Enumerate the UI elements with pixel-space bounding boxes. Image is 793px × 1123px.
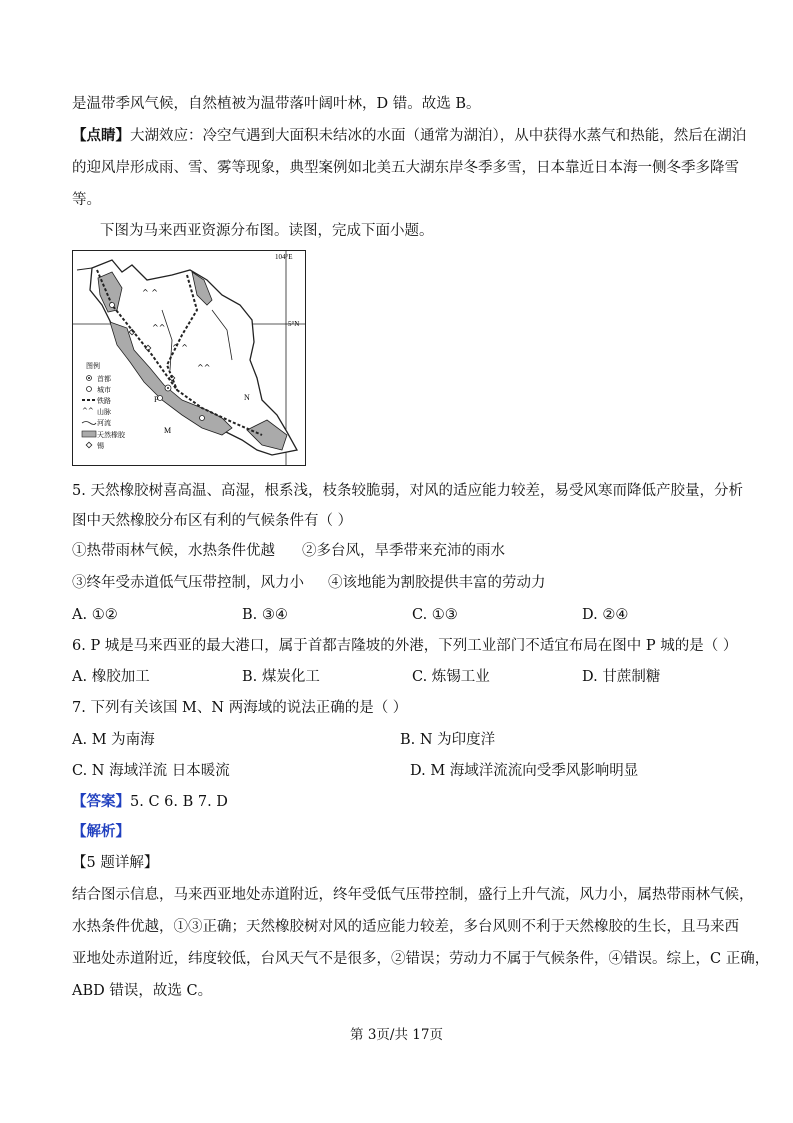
answer-text: 5. C 6. B 7. D xyxy=(130,794,228,810)
q5-statement-1: ①热带雨林气候，水热条件优越 xyxy=(72,543,275,559)
question-intro: 下图为马来西亚资源分布图。读图，完成下面小题。 xyxy=(100,223,434,239)
tip-line-2: 的迎风岸形成雨、雪、雾等现象，典型案例如北美五大湖东岸冬季多雪，日本靠近日本海一侧冬季多降雪 xyxy=(72,160,739,176)
q5-option-c: C. ①③ xyxy=(412,607,458,623)
detail-line-4: ABD 错误，故选 C。 xyxy=(72,983,213,999)
q7-option-a: A. M 为南海 xyxy=(72,732,155,748)
q6-option-d: D. 甘蔗制糖 xyxy=(582,669,661,685)
svg-text:首都: 首都 xyxy=(97,375,111,383)
q7-option-d: D. M 海域洋流流向受季风影响明显 xyxy=(410,763,639,779)
malaysia-resource-map xyxy=(72,250,306,466)
detail-line-1: 结合图示信息，马来西亚地处赤道附近，终年受低气压带控制，盛行上升气流，风力小，属热带雨林气候， xyxy=(72,887,754,903)
svg-text:锡: 锡 xyxy=(97,442,104,450)
svg-text:^^: ^^ xyxy=(197,363,211,372)
label-p: P xyxy=(154,395,159,404)
tip-label: 【点睛】 xyxy=(72,127,130,144)
q5-stem-1: 5. 天然橡胶树喜高温、高湿，根系浅，枝条较脆弱，对风的适应能力较差，易受风寒而降低产胶量，分析 xyxy=(72,483,743,499)
label-m: M xyxy=(164,426,172,435)
q5-option-b: B. ③④ xyxy=(242,607,288,623)
tip-text-1: 大湖效应：冷空气遇到大面积未结冰的水面（通常为湖泊），从中获得水蒸气和热能，然后在湖泊 xyxy=(130,128,747,144)
q5-option-d: D. ②④ xyxy=(582,607,629,623)
answer-line xyxy=(72,792,228,812)
analysis-label: 【解析】 xyxy=(72,823,130,840)
q7-option-b: B. N 为印度洋 xyxy=(400,732,496,748)
page-footer: 第 3页/共 17页 xyxy=(350,1027,443,1043)
q7-option-c: C. N 海域洋流 日本暖流 xyxy=(72,763,230,779)
q5-statement-2: ②多台风，旱季带来充沛的雨水 xyxy=(302,543,505,559)
label-n: N xyxy=(244,393,250,402)
svg-text:^^: ^^ xyxy=(152,323,166,332)
svg-text:^ ^: ^ ^ xyxy=(172,343,188,352)
tip-line-1 xyxy=(72,126,746,146)
detail-title: 【5 题详解】 xyxy=(72,855,159,871)
tip-line-3: 等。 xyxy=(72,192,101,208)
q6-stem: 6. P 城是马来西亚的最大港口，属于首都吉隆坡的外港，下列工业部门不适宜布局在图中 P 城的是（ ） xyxy=(72,638,738,654)
svg-text:河流: 河流 xyxy=(97,419,111,427)
q6-option-c: C. 炼锡工业 xyxy=(412,669,490,685)
q6-option-b: B. 煤炭化工 xyxy=(242,669,320,685)
q5-option-a: A. ①② xyxy=(72,607,118,623)
svg-text:^^: ^^ xyxy=(82,407,94,415)
q5-stem-2: 图中天然橡胶分布区有利的气候条件有（ ） xyxy=(72,513,353,529)
latitude-label: 5°N xyxy=(288,320,300,328)
q5-statement-4: ④该地能为割胶提供丰富的劳动力 xyxy=(328,575,546,591)
legend-title: 图例 xyxy=(86,362,100,370)
q5-statement-3: ③终年受赤道低气压带控制，风力小 xyxy=(72,575,304,591)
q6-option-a: A. 橡胶加工 xyxy=(72,669,150,685)
answer-label: 【答案】 xyxy=(72,793,130,810)
q7-stem: 7. 下列有关该国 M、N 两海域的说法正确的是（ ） xyxy=(72,700,408,716)
svg-text:城市: 城市 xyxy=(97,386,111,394)
detail-line-3: 亚地处赤道附近，纬度较低，台风天气不是很多，②错误；劳动力不属于气候条件，④错误。综上，C 正确， xyxy=(72,951,770,967)
svg-text:天然橡胶: 天然橡胶 xyxy=(97,431,125,439)
longitude-label: 104°E xyxy=(275,253,293,261)
svg-text:山脉: 山脉 xyxy=(97,408,111,416)
svg-text:^ ^: ^ ^ xyxy=(142,288,158,297)
paragraph-continuation: 是温带季风气候，自然植被为温带落叶阔叶林，D 错。故选 B。 xyxy=(72,96,481,112)
detail-line-2: 水热条件优越，①③正确；天然橡胶树对风的适应能力较差，多台风则不利于天然橡胶的生长，且马来西 xyxy=(72,919,739,935)
svg-text:铁路: 铁路 xyxy=(97,397,111,405)
